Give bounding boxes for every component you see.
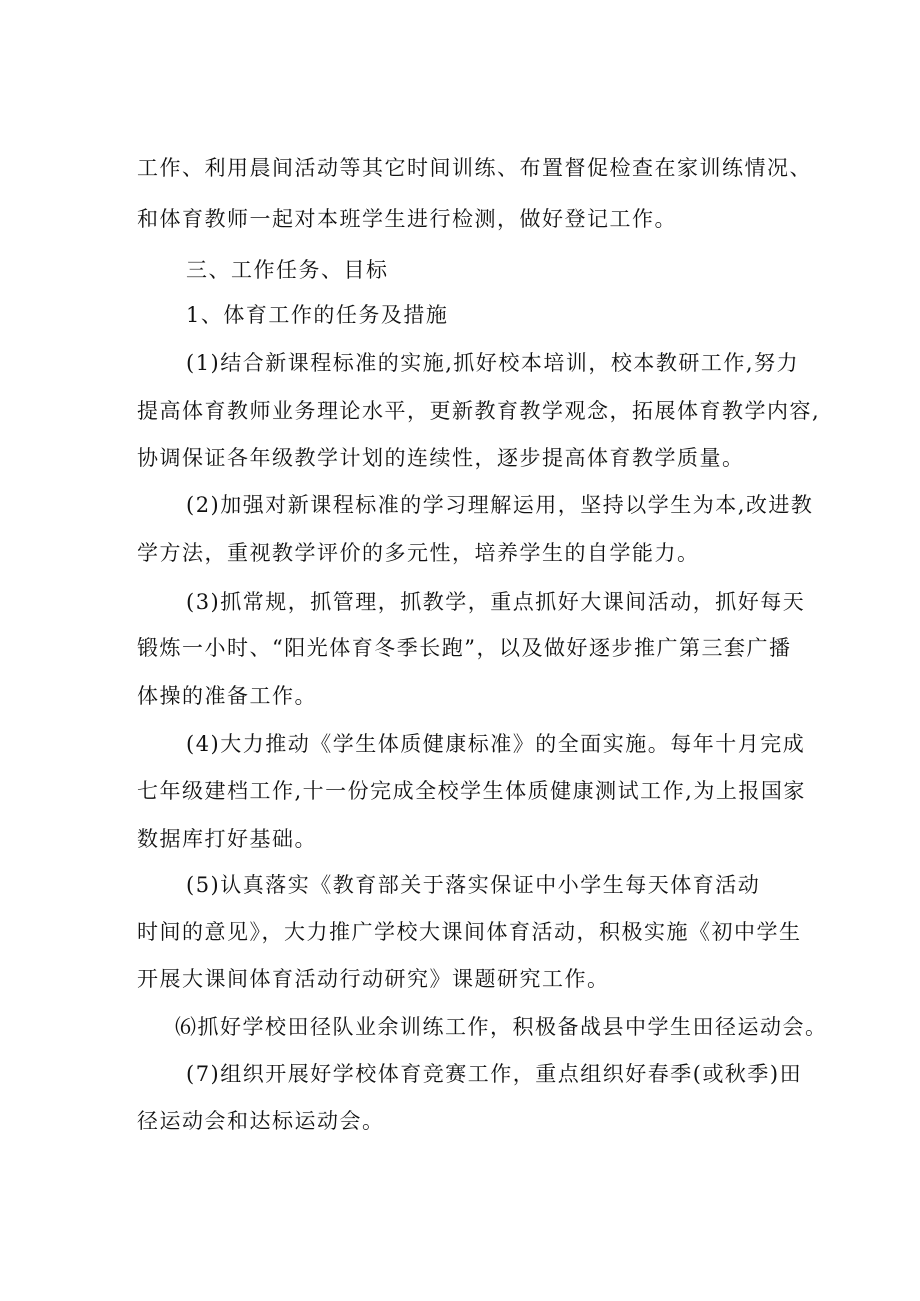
paragraph-line: (1)结合新课程标准的实施,抓好校本培训，校本教研工作,努力	[186, 351, 800, 375]
paragraph-line: (5)认真落实《教育部关于落实保证中小学生每天体育活动	[186, 873, 761, 897]
paragraph-line: 工作、利用晨间活动等其它时间训练、布置督促检查在家训练情况、	[137, 156, 812, 180]
paragraph-line: 提高体育教师业务理论水平，更新教育教学观念，拓展体育教学内容,	[137, 399, 821, 423]
paragraph-line: 径运动会和达标运动会。	[137, 1109, 385, 1133]
paragraph-line: 数据库打好基础。	[137, 827, 317, 851]
paragraph-line: (4)大力推动《学生体质健康标准》的全面实施。每年十月完成	[186, 732, 806, 756]
section-heading: 三、工作任务、目标	[186, 258, 389, 282]
paragraph-line: 协调保证各年级教学计划的连续性，逐步提高体育教学质量。	[137, 446, 745, 470]
paragraph-line: 时间的意见》，大力推广学校大课间体育活动，积极实施《初中学生	[137, 920, 802, 944]
paragraph-line: 体操的准备工作。	[137, 684, 317, 708]
paragraph-line: 锻炼一小时、“阳光体育冬季长跑”，以及做好逐步推广第三套广播	[137, 636, 792, 660]
paragraph-line: (2)加强对新课程标准的学习理解运用，坚持以学生为本,改进教	[186, 493, 814, 517]
paragraph-line: (7)组织开展好学校体育竞赛工作，重点组织好春季(或秋季)田	[186, 1062, 803, 1086]
paragraph-line: 七年级建档工作,十一份完成全校学生体质健康测试工作,为上报国家	[137, 779, 806, 803]
paragraph-line: (3)抓常规，抓管理，抓教学，重点抓好大课间活动，抓好每天	[186, 590, 806, 614]
subsection-heading: 1、体育工作的任务及措施	[186, 303, 449, 327]
paragraph-line: 和体育教师一起对本班学生进行检测，做好登记工作。	[137, 207, 677, 231]
paragraph-line: 开展大课间体育活动行动研究》课题研究工作。	[137, 967, 610, 991]
paragraph-line: ⑹抓好学校田径队业余训练工作，积极备战县中学生田径运动会。	[175, 1015, 828, 1039]
paragraph-line: 学方法，重视教学评价的多元性，培养学生的自学能力。	[137, 541, 700, 565]
